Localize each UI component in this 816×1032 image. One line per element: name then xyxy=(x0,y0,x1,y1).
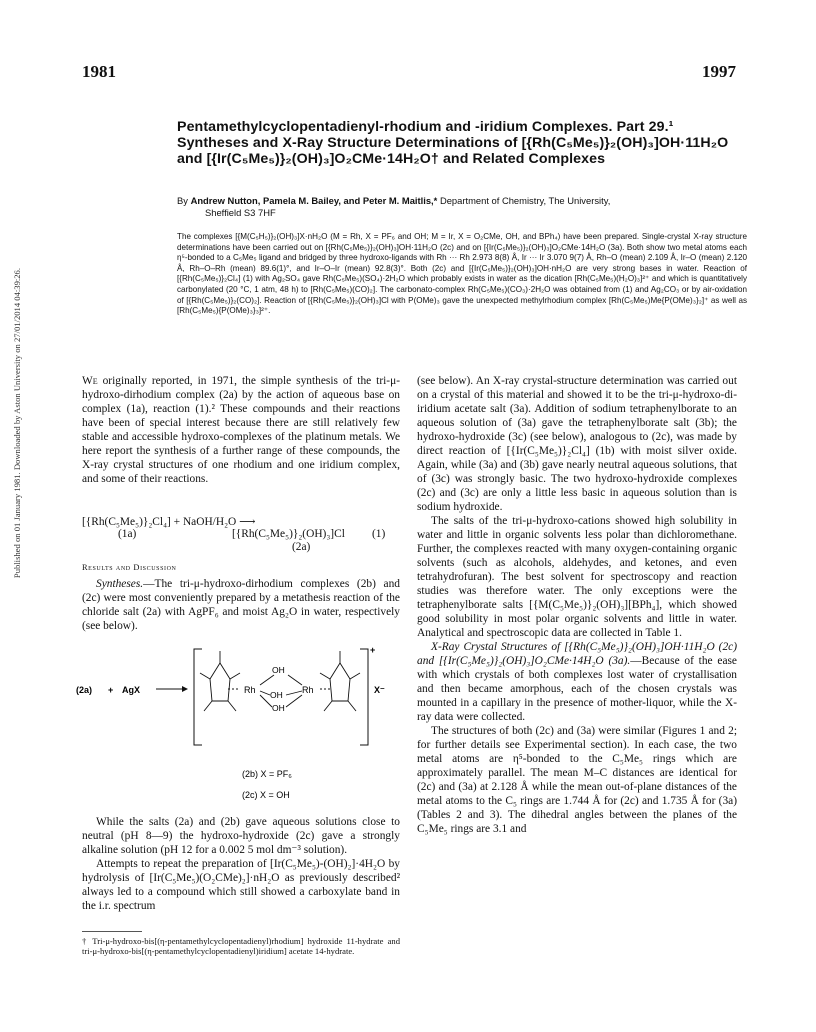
oh-bridge-bottom: OH xyxy=(272,703,285,713)
scheme-plus: + xyxy=(108,685,114,695)
right-paragraph-4: The structures of both (2c) and (3a) were similar (Figures 1 and 2; for further details see Experimental section). In each case, the two metal atoms are η⁵-bonded to the C₅Me₅ rings which are approximately parallel. The mean M–C distances are identical for (2c) and (3a) at 2.128 Å while the mean out-of-plane distances of the metal atoms to the C₅ rings are 1.744 Å for (2c) and 1.735 Å for (3a) (Tables 2 and 3). The dihedral angles between the planes of the C₅Me₅ rings are 3.1 and xyxy=(417,725,737,835)
left-column xyxy=(82,374,400,486)
xray-text: —Because of the ease with which crystals of both complexes lost water of crystallisation and then became amorphous, each of the chosen crystals was mounted in a capillary in the presence of mother-liquor, while the X-ray data were collected. xyxy=(417,655,737,723)
rh-atom-left: Rh xyxy=(244,685,256,695)
cp-ring-right xyxy=(320,651,360,711)
oh-bridge-top: OH xyxy=(272,665,285,675)
equation-product: [{Rh(C₅Me₅)}₂(OH)₃]Cl xyxy=(232,528,345,540)
syntheses-label: Syntheses. xyxy=(96,578,144,590)
attempts-paragraph: Attempts to repeat the preparation of [Ir(C₅Me₅)-(OH)₂]·4H₂O by hydrolysis of [Ir(C₅Me₅)(O₂CMe)₂]·nH₂O as previously described² always led to a compound which still showed a carboxylate band in the i.r. spectrum xyxy=(82,858,400,912)
scheme-reagent: AgX xyxy=(122,685,140,695)
salts-paragraph: While the salts (2a) and (2b) gave aqueous solutions close to neutral (pH 8—9) the hydroxo-hydroxide (2c) gave a strongly alkaline solution (pH 12 for a 0.002 5 mol dm⁻³ solution). xyxy=(82,816,400,856)
affiliation-line2: Sheffield S3 7HF xyxy=(205,207,276,218)
xray-paragraph xyxy=(417,640,737,724)
affiliation-line1: Department of Chemistry, The University, xyxy=(439,195,611,206)
article-title: Pentamethylcyclopentadienyl-rhodium and -iridium Complexes. Part 29.¹ Syntheses and X-Ray Structure Determinations of [{Rh(C₅Me₅)}₂(OH)₃]OH·11H₂O and [{Ir(C₅Me₅)}₂(OH)₃]O₂CMe·14H₂O† and Related Complexes xyxy=(177,119,729,167)
syntheses-paragraph xyxy=(82,577,400,633)
download-notice: Published on 01 January 1981. Downloaded by Aston University on 27/01/2014 04:39:26. xyxy=(12,268,22,579)
author-block xyxy=(177,195,747,219)
equation-reactant-label: (1a) xyxy=(118,528,137,540)
author-names: Andrew Nutton, Pamela M. Bailey, and Peter M. Maitlis,* xyxy=(190,195,438,206)
equation-product-label: (2a) xyxy=(292,541,311,553)
scheme-anion: X⁻ xyxy=(374,685,385,695)
section-heading: Results and Discussion xyxy=(82,563,177,572)
equation-reactants: [{Rh(C₅Me₅)}₂Cl₄] + NaOH/H₂O ⟶ xyxy=(82,516,256,528)
year-header: 1981 xyxy=(82,62,116,81)
abstract: The complexes [{M(C₅H₅)}₂(OH)₃]X·nH₂O (M = Rh, X = PF₆ and OH; M = Ir, X = O₂CMe, OH, and BPh₄) have been prepared. Single-crystal X-ray structure determinations have been carried out on [{Rh(C₅Me₅)}₂(OH)₃]OH·11H₂O (2c) and on [{Ir(C₅Me₅)}₂(OH)₃]O₂CMe·14H₂O (3a). Both show two metal atoms each η⁵-bonded to a C₅Me₅ ligand and bridged by three hydroxo-ligands with Rh ··· Rh 2.973 8(8) Å, Ir ··· Ir 3.070 9(7) Å, Rh–O (mean) 2.109 Å, Ir–O (mean) 2.120 Å, Rh–O–Rh (mean) 89.6(1)°, and Ir–O–Ir (mean) 92.8(3)°. Both (2c) and [{Ir(C₅Me₅)}₂(OH)₃]OH·nH₂O are very strong bases in water. Reaction of [{Rh(C₅Me₅)}₂Cl₄] (1) with Ag₂SO₄ gave Rh(C₅Me₅)(SO₄)·2H₂O which probably exists in water as the dication [Rh(C₅Me₅)(H₂O)₃]²⁺ and which is quantitatively carbonylated (20 °C, 1 atm, 48 h) to [Rh(C₅Me₅)(CO)₂]. The carbonato-complex Rh(C₅Me₅)(CO₃)·2H₂O was obtained from (1) and Ag₂CO₃ or by air-oxidation of [{Rh(C₅Me₅)}₂(CO)₂]. Reaction of [{Rh(C₅Me₅)}₂(OH)₃]Cl with P(OMe)₃ gave the unexpected methylrhodium complex [Rh(C₅Me₅)Me{P(OMe)₃}₂]⁺ as well as [Rh(C₅Me₅){P(OMe)₃}₃]²⁺. xyxy=(177,232,747,316)
chemical-scheme xyxy=(74,641,414,811)
page-number: 1997 xyxy=(702,62,736,81)
right-column xyxy=(417,374,737,836)
scheme-label-2b: (2b) X = PF₆ xyxy=(242,769,292,779)
rh-atom-right: Rh xyxy=(302,685,314,695)
intro-paragraph xyxy=(82,374,400,486)
right-paragraph-1: (see below). An X-ray crystal-structure determination was carried out on a crystal of this material and showed it to be the tri-μ-hydroxo-di-iridium acetate salt (3a). Addition of sodium tetraphenylborate to an aqueous solution of (3a) gave the tetraphenylborate salt (3b); the hydroxo-hydroxide (3c) (see below), analogous to (2c), was made by direct reaction of [{Ir(C₅Me₅)}₂Cl₄] (1b) with moist silver oxide. Again, while (3a) and (3b) gave nearly neutral aqueous solutions, that of (3c) was strongly basic. The two hydroxo-hydroxide complexes (2c) and (3c) are only a little less basic in aqueous solution than is sodium hydroxide. xyxy=(417,375,737,513)
left-bracket xyxy=(194,649,202,745)
left-column-lower xyxy=(82,815,400,913)
reaction-arrow xyxy=(156,686,188,692)
right-paragraph-2: The salts of the tri-μ-hydroxo-cations showed high solubility in water and little in organic solvents less polar than dichloromethane. Further, the complexes reacted with many oxygen-containing organic solvents (such as alcohols, aldehydes, and ketones, and even tetrahydrofuran). The best solvent for spectroscopy and reaction studies was therefore water. The only exceptions were the tetraphenylborate salts [{M(C₅Me₅)}₂(OH)₃][BPh₄], which showed good solubility in most polar organic solvents and little in water. Analytical and spectroscopic data are collected in Table 1. xyxy=(417,515,737,639)
scheme-label-2a: (2a) xyxy=(76,685,93,695)
right-bracket xyxy=(360,649,368,745)
footnote-rule xyxy=(82,931,142,932)
oh-bridge-middle: OH xyxy=(270,690,283,700)
download-sidebar xyxy=(12,268,24,668)
authors-prefix: By xyxy=(177,195,188,206)
results-section xyxy=(82,561,400,633)
syntheses-text: —The tri-μ-hydroxo-dirhodium complexes (2b) and (2c) were most conveniently prepared by a metathesis reaction of the chloride salt (2a) with AgPF₆ and moist Ag₂O in water, respectively (see below). xyxy=(82,578,400,632)
intro-first-word: We xyxy=(82,375,98,387)
xray-heading: X-Ray Crystal Structures of [{Rh(C₅Me₅)}₂(OH)₃]OH·11H₂O (2c) and [{Ir(C₅Me₅)}₂(OH)₃]O₂CMe·14H₂O (3a). xyxy=(417,641,737,667)
cp-ring-left xyxy=(200,651,240,711)
cation-charge: + xyxy=(370,645,376,655)
footnote: † Tri-μ-hydroxo-bis[(η-pentamethylcyclopentadienyl)rhodium] hydroxide 11-hydrate and tri-μ-hydroxo-bis[(η-pentamethylcyclopentadienyl)iridium] acetate 14-hydrate. xyxy=(82,936,400,956)
equation-number: (1) xyxy=(372,528,386,540)
scheme-label-2c: (2c) X = OH xyxy=(242,790,290,800)
intro-text: originally reported, in 1971, the simple synthesis of the tri-μ-hydroxo-dirhodium complex (2a) by the action of aqueous base on complex (1a), reaction (1).² These compounds and their reactions have been of special interest because there are still relatively few stable and accessible hydroxo-complexes of the platinum metals. We here report the synthesis of a further range of these compounds, the X-ray crystal structures of one rhodium and one iridium complex, and some of their reactions. xyxy=(82,375,400,485)
reaction-equation xyxy=(82,514,402,554)
